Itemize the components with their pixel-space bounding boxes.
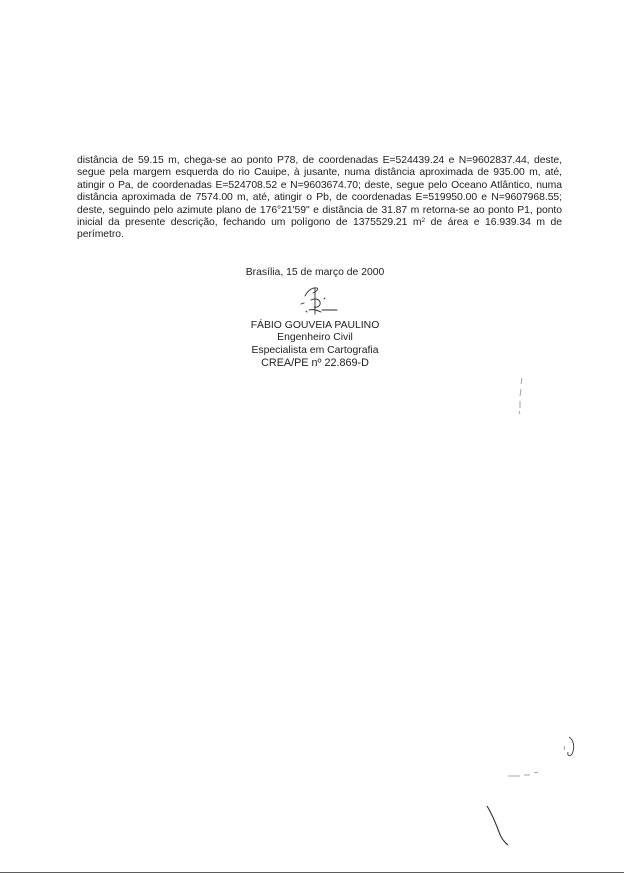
margin-stroke-mark <box>484 804 514 848</box>
place-date-line: Brasília, 15 de março de 2000 <box>245 267 385 278</box>
signer-specialty: Especialista em Cartografia <box>251 344 379 356</box>
area-unit-superscript: 2 <box>421 217 426 225</box>
signer-name: FÁBIO GOUVEIA PAULINO <box>250 319 380 331</box>
signer-registration: CREA/PE nº 22.869-D <box>261 357 369 370</box>
margin-dash-mark <box>506 768 546 780</box>
margin-pen-mark <box>516 376 526 416</box>
bottom-rule <box>0 872 624 873</box>
body-paragraph-end: de área e 16.939.34 m de perímetro. <box>77 217 562 241</box>
margin-initials-mark <box>560 734 580 762</box>
body-paragraph-main: distância de 59.15 m, chega-se ao ponto P78, de coordenadas E=524439.24 e N=9602837.44, deste, segue pela margem esquerda do rio Cauipe, à jusante, numa distância aproximada de 935.00 m, até, atingir o Pa, de coordenadas E=524708.52 e N=9603674.70; deste, segue pelo Oceano Atlântico, numa distância aproximada de 7574.00 m, até, atingir o Pb, de coordenadas E=519950.00 e N=9607968.55; deste, seguindo pelo azimute plano de 176°21'59" e distância de 31.87 m retorna-se ao ponto P1, ponto inicial da presente descrição, fechando um polígono de 1375529.21 m <box>77 155 562 229</box>
signature-block <box>200 267 430 370</box>
handwritten-signature <box>275 280 355 320</box>
signer-title: Engenheiro Civil <box>277 332 353 344</box>
body-paragraph <box>77 155 562 242</box>
